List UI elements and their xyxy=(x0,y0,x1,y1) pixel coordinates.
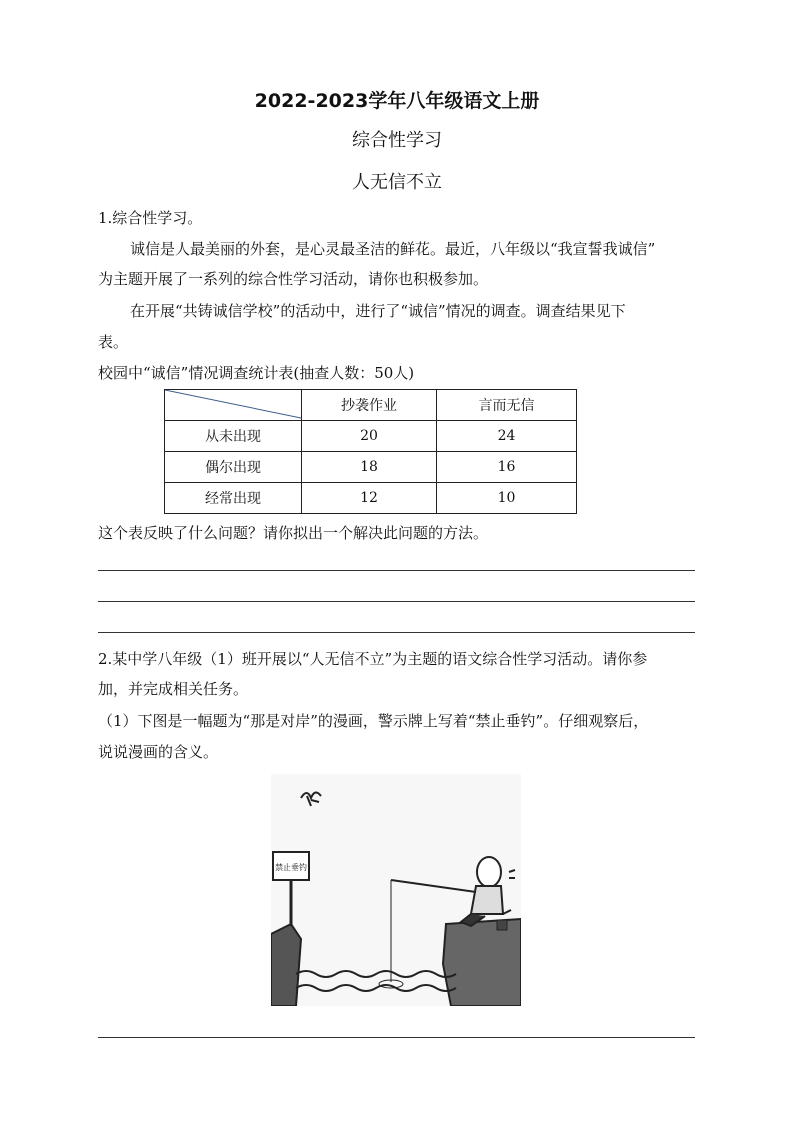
fisherman-head xyxy=(477,857,501,887)
q2-sub1-line-2: 说说漫画的含义。 xyxy=(98,743,219,761)
row-label: 从未出现 xyxy=(165,421,302,452)
document-title: 2022-2023学年八年级语文上册 xyxy=(254,90,540,112)
q1-paragraph-2-line-1: 在开展“共铸诚信学校”的活动中，进行了“诚信”情况的调查。调查结果见下 xyxy=(130,302,626,320)
survey-table xyxy=(164,389,577,514)
answer-line[interactable] xyxy=(98,601,695,602)
fisherman-body xyxy=(471,886,503,914)
answer-line[interactable] xyxy=(98,632,695,633)
left-bank xyxy=(271,924,301,1006)
table-cell: 18 xyxy=(302,452,437,483)
table-cell: 12 xyxy=(302,483,437,514)
diagonal-line xyxy=(165,390,301,420)
row-label: 经常出现 xyxy=(165,483,302,514)
cartoon-illustration xyxy=(271,774,521,1006)
row-label: 偶尔出现 xyxy=(165,452,302,483)
table-row xyxy=(165,452,577,483)
fishing-cartoon xyxy=(271,774,521,1006)
answer-line[interactable] xyxy=(98,570,695,571)
q1-heading: 1.综合性学习。 xyxy=(98,209,203,227)
table-caption: 校园中“诚信”情况调查统计表(抽查人数：50人) xyxy=(98,364,415,382)
table-corner-cell xyxy=(165,390,302,421)
topic-heading: 人无信不立 xyxy=(352,172,442,193)
right-bank xyxy=(443,919,521,1006)
q2-line-1: 2.某中学八年级（1）班开展以“人无信不立”为主题的语文综合性学习活动。请你参 xyxy=(98,650,648,668)
table-cell: 16 xyxy=(437,452,577,483)
column-header-copying: 抄袭作业 xyxy=(302,390,437,421)
q1-paragraph-1-line-1: 诚信是人最美丽的外套，是心灵最圣洁的鲜花。最近，八年级以“我宣誓我诚信” xyxy=(130,240,656,258)
table-cell: 20 xyxy=(302,421,437,452)
bucket-icon xyxy=(497,920,507,930)
section-subtitle: 综合性学习 xyxy=(352,130,442,151)
q2-sub1-line-1: （1）下图是一幅题为“那是对岸”的漫画，警示牌上写着“禁止垂钓”。仔细观察后， xyxy=(98,712,649,730)
table-header-row xyxy=(165,390,577,421)
q2-line-2: 加，并完成相关任务。 xyxy=(98,680,249,698)
sign-text: 禁止垂钓 xyxy=(275,863,307,872)
table-row xyxy=(165,421,577,452)
q1-question: 这个表反映了什么问题？请你拟出一个解决此问题的方法。 xyxy=(98,524,489,542)
table-row xyxy=(165,483,577,514)
table-cell: 24 xyxy=(437,421,577,452)
q1-paragraph-2-line-2: 表。 xyxy=(98,333,129,351)
answer-line[interactable] xyxy=(98,1037,695,1038)
table-cell: 10 xyxy=(437,483,577,514)
column-header-broken-promise: 言而无信 xyxy=(437,390,577,421)
q1-paragraph-1-line-2: 为主题开展了一系列的综合性学习活动，请你也积极参加。 xyxy=(98,270,489,288)
